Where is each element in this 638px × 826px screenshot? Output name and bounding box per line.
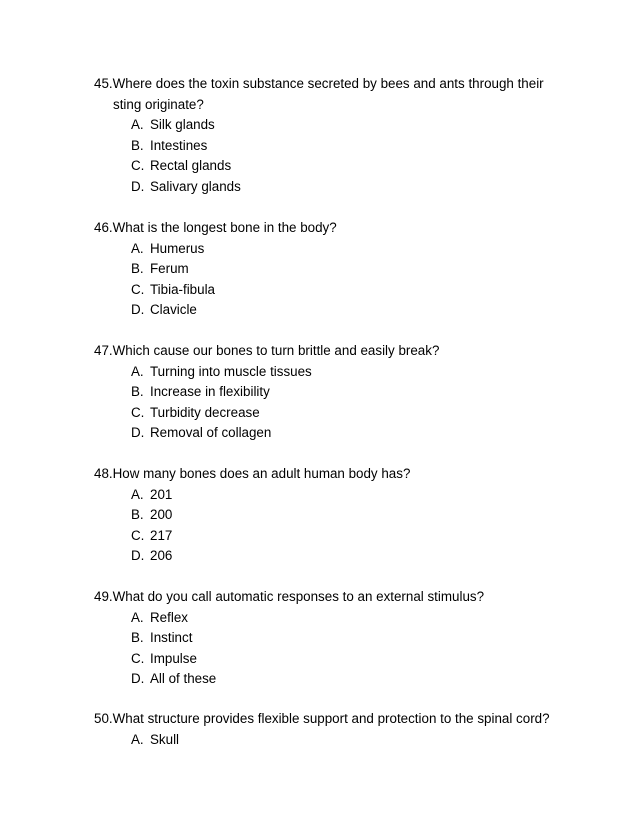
question-text: What structure provides flexible support and protection to the spinal cord? xyxy=(112,711,550,726)
option-letter: C. xyxy=(131,527,145,543)
option-text: Turbidity decrease xyxy=(150,404,260,420)
question-text-line xyxy=(94,341,594,362)
option-text: 201 xyxy=(150,486,173,502)
answer-option xyxy=(94,730,594,751)
option-letter: D. xyxy=(131,178,145,194)
answer-option xyxy=(94,280,594,301)
answer-options xyxy=(94,730,594,751)
question-number: 47. xyxy=(94,343,113,358)
question-49 xyxy=(94,587,594,690)
option-text: Intestines xyxy=(150,137,208,153)
option-letter: A. xyxy=(131,609,144,625)
option-text: Silk glands xyxy=(150,117,215,132)
question-48 xyxy=(94,464,594,567)
option-letter: B. xyxy=(131,261,144,276)
answer-option xyxy=(94,259,594,280)
option-text: Instinct xyxy=(150,630,193,645)
option-text: Clavicle xyxy=(150,302,197,317)
answer-option xyxy=(94,239,594,260)
option-letter: C. xyxy=(131,650,145,666)
question-text: Where does the toxin substance secreted by bees and ants through their xyxy=(112,76,544,91)
option-letter: B. xyxy=(131,507,144,522)
question-text-line xyxy=(94,587,594,608)
answer-option xyxy=(94,403,594,424)
option-letter: B. xyxy=(131,384,144,399)
option-letter: C. xyxy=(131,281,145,297)
question-text-continuation: sting originate? xyxy=(113,96,204,112)
option-letter: C. xyxy=(131,404,145,420)
option-letter: D. xyxy=(131,425,145,440)
question-text-line xyxy=(94,709,594,730)
answer-options xyxy=(94,362,594,444)
answer-options xyxy=(94,115,594,197)
answer-option xyxy=(94,526,594,547)
question-text: What is the longest bone in the body? xyxy=(112,220,337,235)
answer-options xyxy=(94,485,594,567)
answer-option xyxy=(94,156,594,177)
option-letter: A. xyxy=(131,731,144,747)
question-text: What do you call automatic responses to an external stimulus? xyxy=(112,589,485,604)
option-text: Tibia-fibula xyxy=(150,281,215,297)
option-text: Removal of collagen xyxy=(150,425,272,440)
option-text: Humerus xyxy=(150,240,205,256)
answer-option xyxy=(94,382,594,403)
answer-options xyxy=(94,608,594,690)
question-number: 49. xyxy=(94,589,113,604)
option-text: Turning into muscle tissues xyxy=(150,363,312,379)
option-letter: A. xyxy=(131,363,144,379)
option-text: Ferum xyxy=(150,261,189,276)
question-47 xyxy=(94,341,594,444)
answer-option xyxy=(94,115,594,136)
option-text: All of these xyxy=(150,671,217,686)
answer-option xyxy=(94,649,594,670)
question-45 xyxy=(94,74,594,197)
question-46 xyxy=(94,218,594,321)
option-letter: A. xyxy=(131,240,144,256)
answer-option xyxy=(94,669,594,690)
option-letter: D. xyxy=(131,671,145,686)
option-letter: B. xyxy=(131,137,144,153)
answer-option xyxy=(94,362,594,383)
question-number: 45. xyxy=(94,76,113,91)
answer-option xyxy=(94,423,594,444)
option-letter: B. xyxy=(131,630,144,645)
question-number: 50. xyxy=(94,711,113,726)
answer-option xyxy=(94,300,594,321)
option-text: Increase in flexibility xyxy=(150,384,270,399)
answer-option xyxy=(94,546,594,567)
option-text: Rectal glands xyxy=(150,158,232,173)
answer-option xyxy=(94,177,594,198)
question-text-line xyxy=(94,74,594,95)
option-text: Impulse xyxy=(150,650,197,666)
question-text: How many bones does an adult human body has? xyxy=(112,466,411,481)
answer-option xyxy=(94,505,594,526)
question-number: 48. xyxy=(94,466,113,481)
answer-options xyxy=(94,239,594,321)
option-letter: C. xyxy=(131,158,145,173)
answer-option xyxy=(94,485,594,506)
option-letter: D. xyxy=(131,548,145,563)
option-text: 217 xyxy=(150,527,173,543)
option-text: Skull xyxy=(150,731,180,747)
option-text: 206 xyxy=(150,548,173,563)
option-text: Reflex xyxy=(150,609,188,625)
option-letter: D. xyxy=(131,302,145,317)
option-letter: A. xyxy=(131,486,144,502)
option-text: 200 xyxy=(150,507,173,522)
answer-option xyxy=(94,608,594,629)
option-text: Salivary glands xyxy=(150,178,241,194)
question-text-line xyxy=(94,218,594,239)
question-number: 46. xyxy=(94,220,113,235)
answer-option xyxy=(94,628,594,649)
question-text-line xyxy=(94,464,594,485)
answer-option xyxy=(94,136,594,157)
question-50 xyxy=(94,709,594,750)
question-text: Which cause our bones to turn brittle and easily break? xyxy=(112,343,440,358)
option-letter: A. xyxy=(131,117,144,132)
